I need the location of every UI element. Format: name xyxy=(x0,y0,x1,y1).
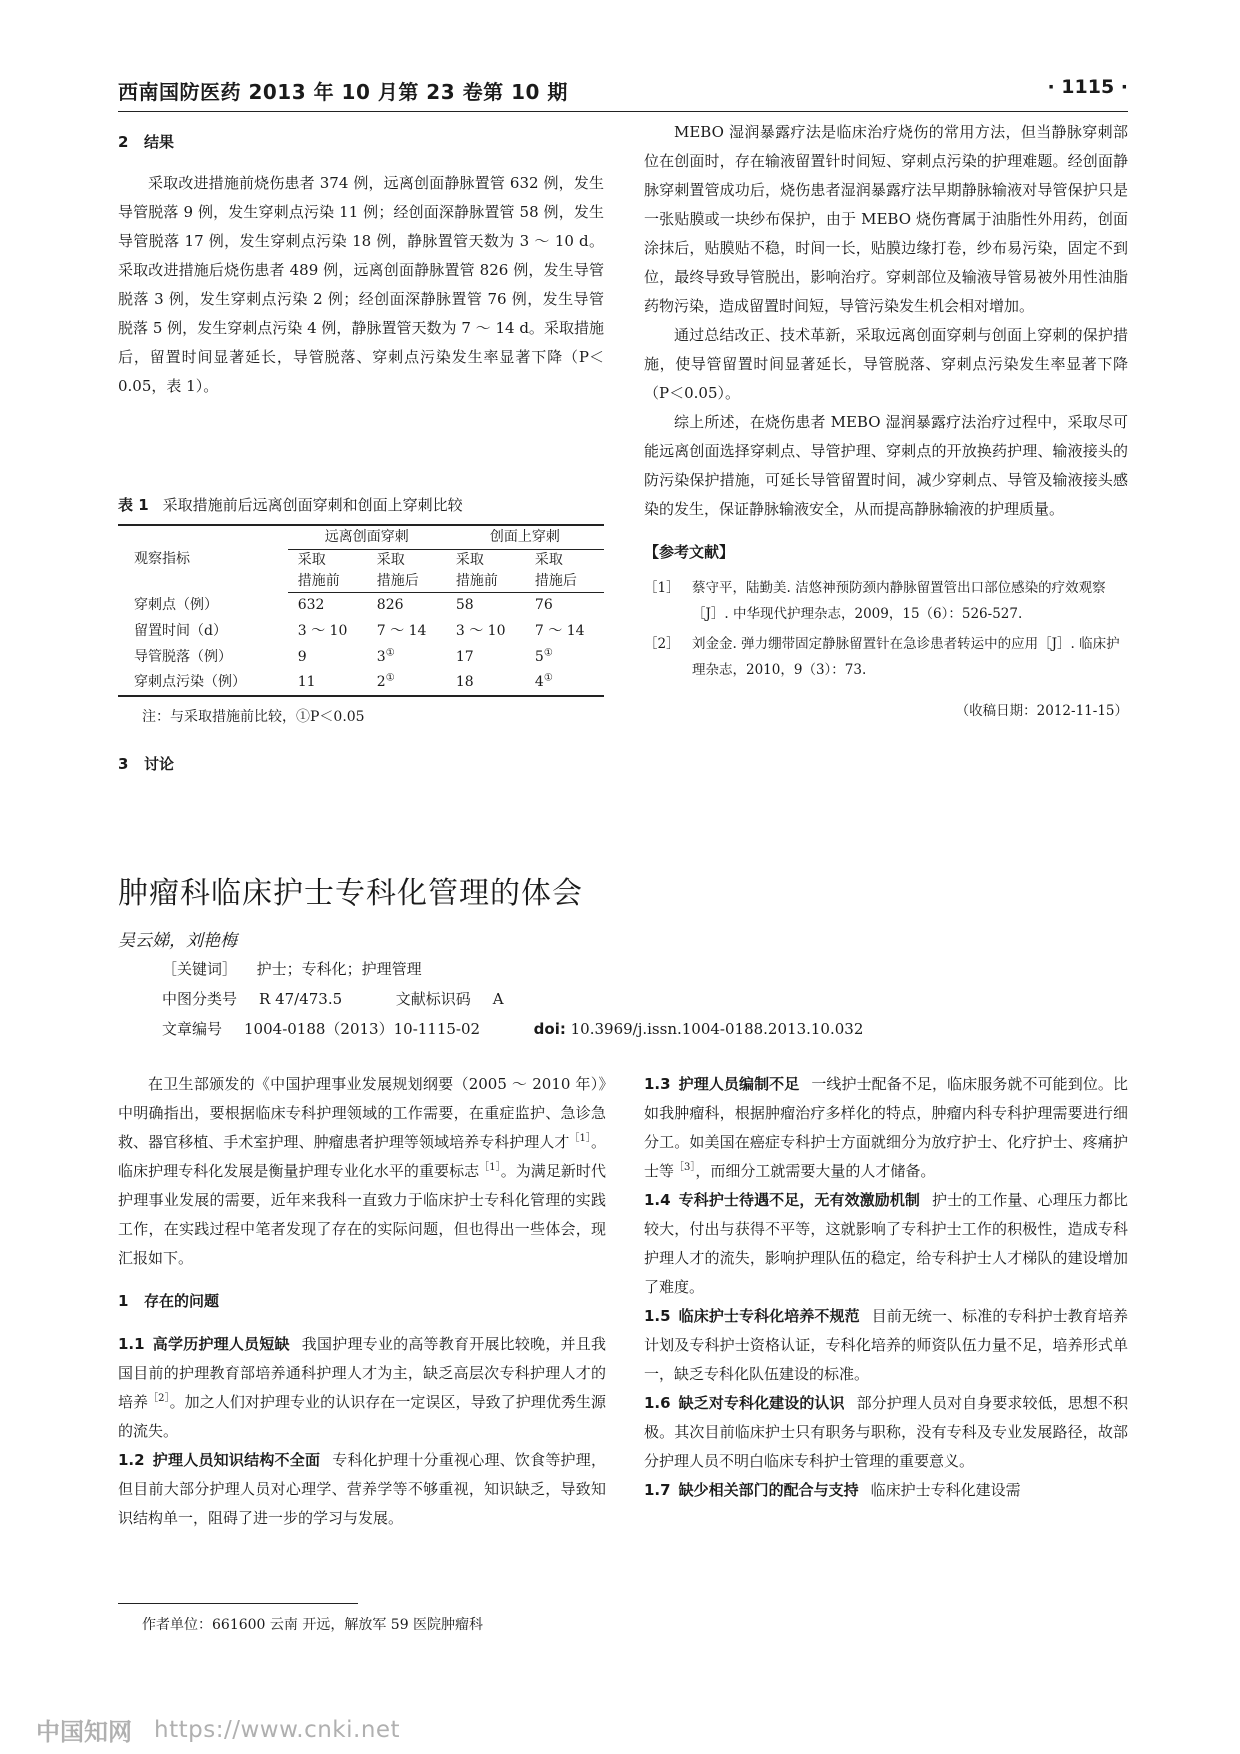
table-caption: 表 1 采取措施前后远离创面穿刺和创面上穿刺比较 xyxy=(118,496,463,514)
cnki-logo: 中国知网 xyxy=(36,1718,132,1746)
table-row-header: 观察指标 xyxy=(118,525,288,592)
subsection-1-5: 1.5 临床护士专科化培养不规范 目前无统一、标准的专科护士教育培养计划及专科护士资格认证，专科化培养的师资队伍力量不足，培养形式单一，缺乏专科化队伍建设的标准。 xyxy=(644,1307,1128,1383)
prev-results-column xyxy=(118,118,604,401)
table-col-header: 采取 xyxy=(297,551,326,568)
subsection-1-1: 1.1 高学历护理人员短缺 我国护理专业的高等教育开展比较晚，并且我国目前的护理教育部培养通科护理人才为主，缺乏高层次专科护理人才的培养$^{[2]}$。加之人们对护理专业的认识存在一定误区，导致了护理优秀生源的流失。 xyxy=(118,1335,606,1440)
subsection-1-3: 1.3 护理人员编制不足 一线护士配备不足，临床服务就不可能到位。比如我肿瘤科，根据肿瘤治疗多样化的特点，肿瘤内科专科护理需要进行细分工。如美国在癌症专科护士方面就细分为放疗护士、化疗护士、疼痛护士等$^{[3]}$，而细分工就需要大量的人才储备。 xyxy=(644,1075,1128,1180)
intro-paragraph: 在卫生部颁发的《中国护理事业发展规划纲要（2005 ～ 2010 年）》中明确指出，要根据临床专科护理领域的工作需要，在重症监护、急诊急救、器官移植、手术室护理、肿瘤患者护理等领域培养专科护理人才$^{[1]}$。临床护理专科化发展是衡量护理专业化水平的重要标志$^{[1]}$。为满足新时代护理事业发展的需要，近年来我科一直致力于临床护士专科化管理的实践工作，在实践过程中笔者发现了存在的实际问题，但也得出一些体会，现汇报如下。 xyxy=(118,1075,606,1267)
article-right-column xyxy=(644,1070,1128,1505)
results-paragraph: 采取改进措施前烧伤患者 374 例，远离创面静脉置管 632 例，发生导管脱落 9 例，发生穿刺点污染 11 例；经创面深静脉置管 58 例，发生导管脱落 17 例，发生穿刺点污染 18 例，静脉置管天数为 3 ～ 10 d。采取改进措施后烧伤患者 489 例，远离创面静脉置管 826 例，发生导管脱落 3 例，发生穿刺点污染 2 例；经创面深静脉置管 76 例，发生导管脱落 5 例，发生穿刺点污染 4 例，静脉置管天数为 7 ～ 14 d。采取措施后，留置时间显著延长，导管脱落、穿刺点污染发生率显著下降（P＜0.05，表 1）。 xyxy=(118,174,604,395)
running-head xyxy=(118,68,1128,112)
table-group-header: 创面上穿刺 xyxy=(446,525,604,549)
reference-item: ［2］ 刘金金. 弹力绷带固定静脉留置针在急诊患者转运中的应用［J］. 临床护理杂志，2010，9（3）：73. xyxy=(644,636,1120,678)
table-row: 导管脱落（例） 9 3① 17 5① xyxy=(134,646,553,665)
subsection-1-2: 1.2 护理人员知识结构不全面 专科化护理十分重视心理、饮食等护理，但目前大部分护理人员对心理学、营养学等不够重视，知识缺乏，导致知识结构单一，阻碍了进一步的学习与发展。 xyxy=(118,1451,606,1527)
discussion-paragraph: 通过总结改正、技术革新，采取远离创面穿刺与创面上穿刺的保护措施，使导管留置时间显著延长，导管脱落、穿刺点污染发生率显著下降（P＜0.05）。 xyxy=(644,326,1128,402)
received-date: （收稿日期：2012-11-15） xyxy=(955,703,1128,719)
results-heading: 2 结果 xyxy=(118,133,175,151)
article-number-line: 文章编号 1004-0188（2013）10-1115-02 doi: 10.3969/j.issn.1004-0188.2013.10.032 xyxy=(162,1020,864,1038)
prev-discussion-column xyxy=(644,118,1128,726)
table-row: 留置时间（d） 3 ～ 10 7 ～ 14 3 ～ 10 7 ～ 14 xyxy=(134,622,585,639)
table-col-header: 措施后 xyxy=(525,571,604,593)
discussion-start xyxy=(118,740,604,779)
page-number: · 1115 · xyxy=(1047,76,1128,98)
references-heading: 【参考文献】 xyxy=(644,543,735,561)
footnote-divider xyxy=(118,1603,358,1604)
cnki-watermark xyxy=(36,1712,400,1747)
table-col-header: 措施后 xyxy=(367,571,446,593)
table-col-header: 采取 xyxy=(534,551,563,568)
journal-citation: 西南国防医药 2013 年 10 月第 23 卷第 10 期 xyxy=(118,80,568,104)
comparison-table xyxy=(118,524,604,697)
classification-line: 中图分类号 R 47/473.5 文献标识码 A xyxy=(162,990,504,1008)
article-title: 肿瘤科临床护士专科化管理的体会 xyxy=(118,876,583,911)
keywords-line: ［关键词］ 护士；专科化；护理管理 xyxy=(162,960,422,978)
author-affiliation-footnote: 作者单位：661600 云南 开远，解放军 59 医院肿瘤科 xyxy=(142,1617,484,1633)
table-row: 穿刺点污染（例） 11 2① 18 4① xyxy=(118,670,604,696)
subsection-1-4: 1.4 专科护士待遇不足，无有效激励机制 护士的工作量、心理压力都比较大，付出与获得不平等，这就影响了专科护士工作的积极性，造成专科护理人才的流失，影响护理队伍的稳定，给专科护士人才梯队的建设增加了难度。 xyxy=(644,1191,1128,1296)
table-row: 穿刺点（例） 632 826 58 76 xyxy=(134,596,553,613)
reference-item: ［1］ 蔡守平，陆勤美. 洁悠神预防颈内静脉留置管出口部位感染的疗效观察［J］. 中华现代护理杂志，2009，15（6）：526-527. xyxy=(644,580,1106,622)
discussion-heading: 3 讨论 xyxy=(118,755,175,773)
table-note: 注：与采取措施前比较，①P＜0.05 xyxy=(142,709,365,725)
article-authors: 吴云娣，刘艳梅 xyxy=(118,931,237,951)
cnki-url[interactable]: https://www.cnki.net xyxy=(154,1716,401,1743)
table-col-header: 采取 xyxy=(455,551,484,568)
discussion-paragraph: 综上所述，在烧伤患者 MEBO 湿润暴露疗法治疗过程中，采取尽可能远离创面选择穿刺点、导管护理、穿刺点的开放换药护理、输液接头的防污染保护措施，可延长导管留置时间，减少穿刺点、导管及输液接头感染的发生，保证静脉输液安全，从而提高静脉输液的护理质量。 xyxy=(644,413,1128,518)
subsection-1-7: 1.7 缺少相关部门的配合与支持 临床护士专科化建设需 xyxy=(644,1481,1021,1499)
section-heading: 1 存在的问题 xyxy=(118,1292,220,1310)
table-col-header: 措施前 xyxy=(288,571,367,593)
table-group-header: 远离创面穿刺 xyxy=(288,525,446,549)
article-left-column xyxy=(118,1070,606,1533)
discussion-paragraph: MEBO 湿润暴露疗法是临床治疗烧伤的常用方法，但当静脉穿刺部位在创面时，存在输液留置针时间短、穿刺点污染的护理难题。经创面静脉穿刺置管成功后，烧伤患者湿润暴露疗法早期静脉输液对导管保护只是一张贴膜或一块纱布保护，由于 MEBO 烧伤膏属于油脂性外用药，创面涂抹后，贴膜贴不稳，时间一长，贴膜边缘打卷，纱布易污染，固定不到位，最终导致导管脱出，影响治疗。穿刺部位及输液导管易被外用性油脂药物污染，造成留置时间短，导管污染发生机会相对增加。 xyxy=(644,123,1128,315)
table-col-header: 措施前 xyxy=(446,571,525,593)
subsection-1-6: 1.6 缺乏对专科化建设的认识 部分护理人员对自身要求较低，思想不积极。其次目前临床护士只有职务与职称，没有专科及专业发展路径，故部分护理人员不明白临床专科护士管理的重要意义。 xyxy=(644,1394,1128,1470)
table-col-header: 采取 xyxy=(376,551,405,568)
